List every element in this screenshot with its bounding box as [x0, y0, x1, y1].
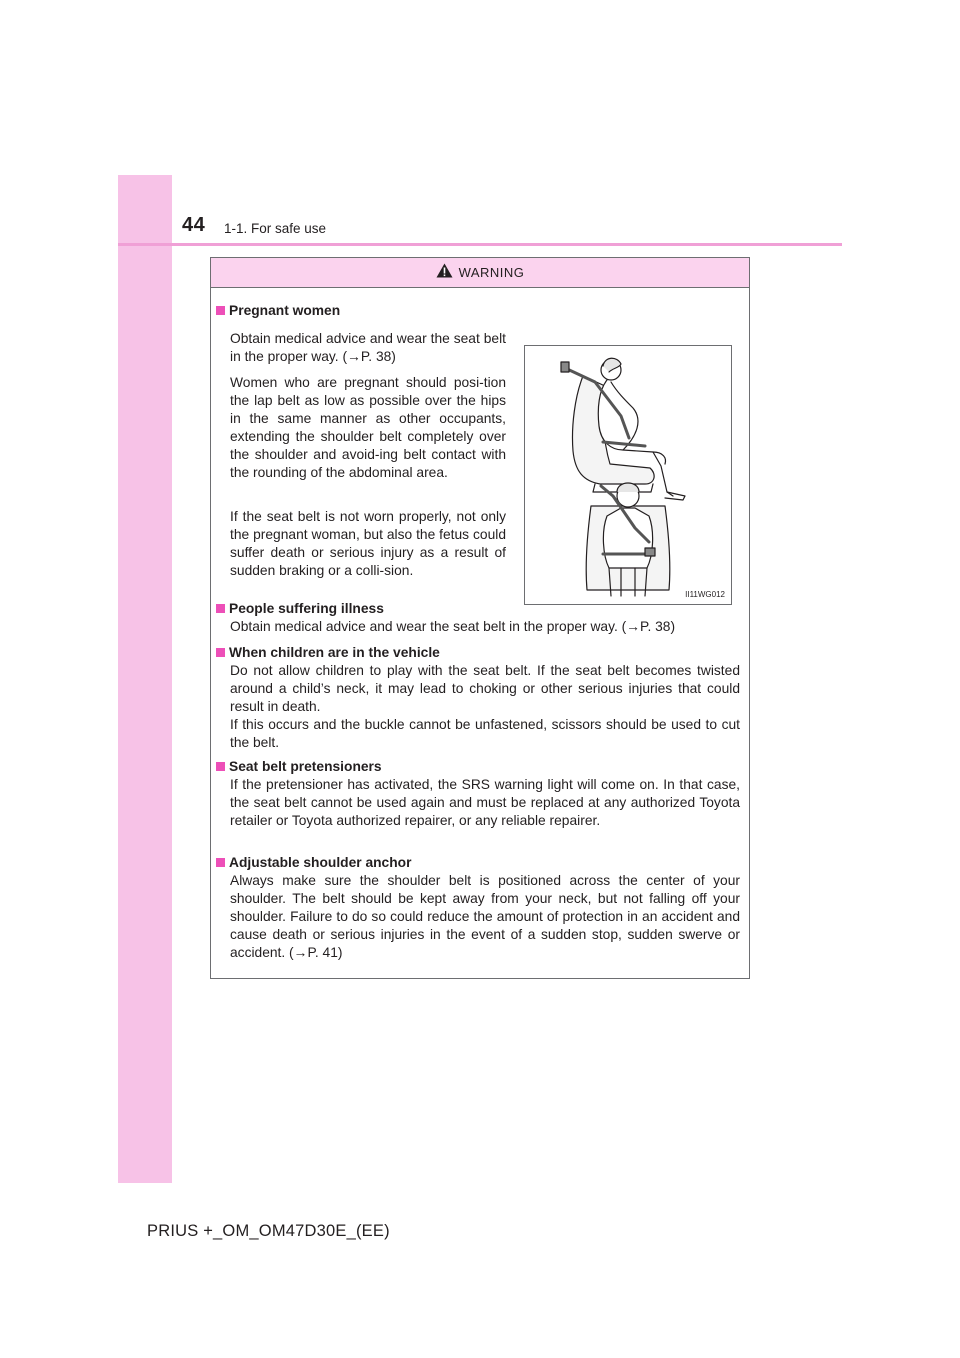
- pregnant-text-3: If the seat belt is not worn properly, not only the pregnant woman, but also the fetus could suffer death or serious injury as a result of sudden braking or a colli-sion.: [230, 509, 506, 578]
- pregnant-text-1: Obtain medical advice and wear the seat belt in the proper way. (→P. 38): [230, 331, 506, 364]
- shoulder-anchor-title: Adjustable shoulder anchor: [216, 854, 411, 871]
- pregnant-woman-seatbelt-illustration: [525, 346, 731, 604]
- bullet-square-icon: [216, 648, 225, 657]
- bullet-square-icon: [216, 858, 225, 867]
- warning-triangle-icon: [436, 263, 453, 283]
- pregnant-text-2: Women who are pregnant should posi-tion the lap belt as low as possible over the hips in the same manner as other occupants, extending the shoulder belt completely over the shoulder and avoid-ing belt contact with the rounding of the abdominal area.: [230, 375, 506, 480]
- section-title: 1-1. For safe use: [224, 221, 327, 236]
- bullet-square-icon: [216, 306, 225, 315]
- pretensioners-text: If the pretensioner has activated, the SRS warning light will come on. In that case, the seat belt cannot be used again and must be replaced at any authorized Toyota retailer or Toyota authorized repairer, or any reliable repairer.: [230, 777, 740, 828]
- shoulder-anchor-text: Always make sure the shoulder belt is positioned across the center of your shoulder. The belt should be kept away from your neck, but not falling off your shoulder. Failure to do so could reduce the amount of protection in an accident and cause death or serious injuries in the event of a sudden stop, sudden swerve or accident. (→P. 41): [230, 873, 740, 960]
- illness-text: Obtain medical advice and wear the seat belt in the proper way. (→P. 38): [230, 619, 676, 634]
- warning-box: [210, 257, 750, 979]
- seat-belt-illustration: [524, 345, 732, 605]
- bullet-square-icon: [216, 604, 225, 613]
- side-tab-band: [118, 175, 172, 1183]
- pregnant-women-title: Pregnant women: [216, 302, 340, 319]
- children-title: When children are in the vehicle: [216, 644, 440, 661]
- children-text-1: Do not allow children to play with the seat belt. If the seat belt becomes twisted around a child’s neck, it may lead to choking or other serious injuries that could result in death.: [230, 663, 740, 714]
- figure-code: II11WG012: [685, 590, 725, 599]
- children-text-2: If this occurs and the buckle cannot be unfastened, scissors should be used to cut the belt.: [230, 717, 740, 750]
- illness-title: People suffering illness: [216, 600, 384, 617]
- document-id-footer: PRIUS +_OM_OM47D30E_(EE): [147, 1222, 390, 1240]
- header-rule: [118, 243, 842, 246]
- page-number: 44: [182, 214, 206, 236]
- pretensioners-title: Seat belt pretensioners: [216, 758, 382, 775]
- warning-heading: WARNING: [458, 265, 525, 280]
- warning-header: [211, 258, 749, 288]
- bullet-square-icon: [216, 762, 225, 771]
